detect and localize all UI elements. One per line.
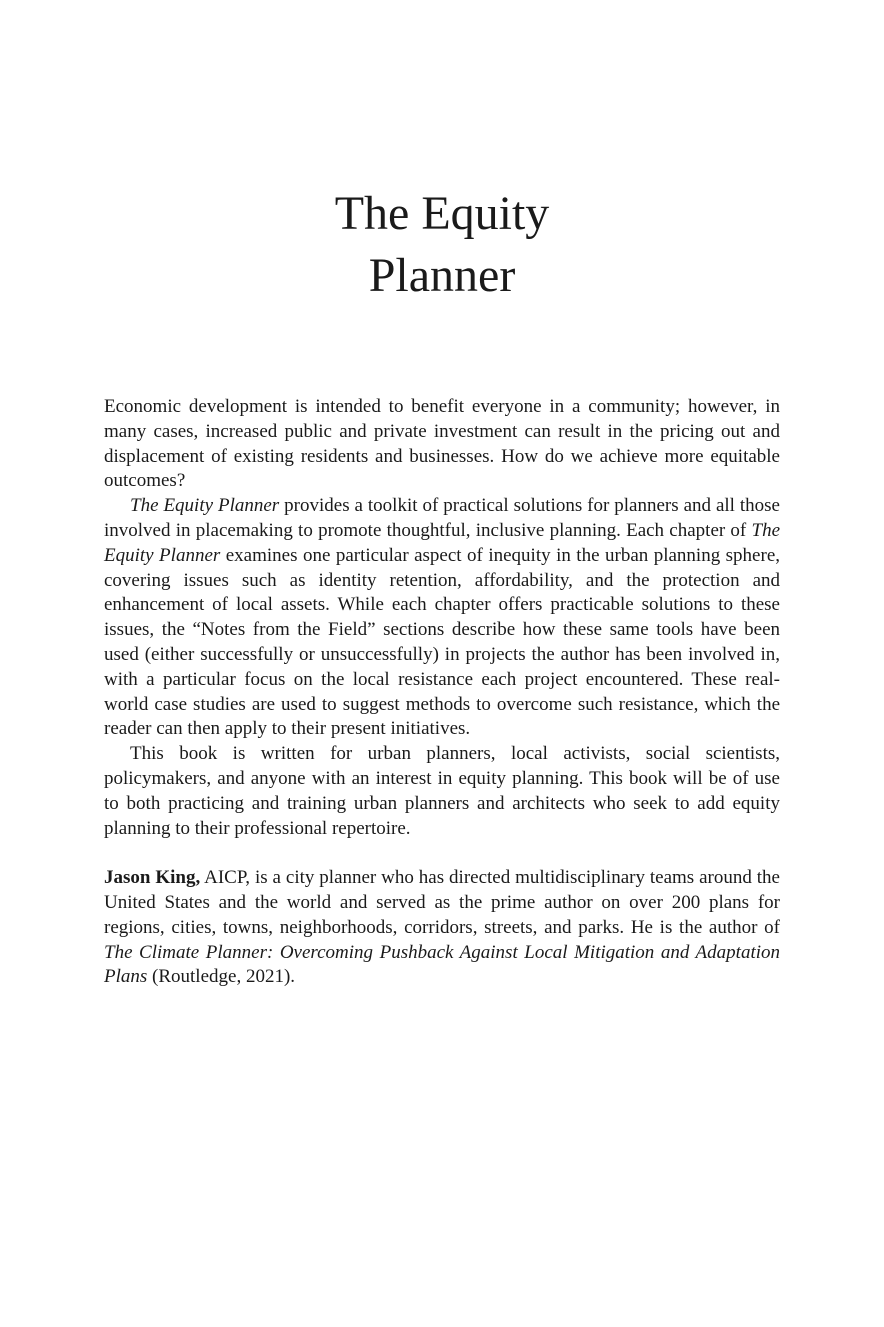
author-bio-text-b: (Routledge, 2021). [147, 966, 296, 988]
author-name: Jason King, [104, 867, 201, 889]
author-bio [104, 866, 780, 990]
blurb-paragraph-2 [104, 494, 780, 742]
book-title-reference-2: The Equity Planner [104, 519, 780, 566]
blurb-paragraph-2-text-a: provides a toolkit of practical solutions for planners and all those involved in placemaking to promote thoughtful, inclusive planning. Each chapter of [104, 495, 780, 541]
author-bio-text-a: AICP, is a city planner who has directed multidisciplinary teams around the United States and the world and served as the prime author on over 200 plans for regions, cities, towns, neighborhoods, corridors, streets, and parks. He is the author of [104, 867, 780, 938]
blurb-paragraph-3: This book is written for urban planners, local activists, social scientists, policymakers, and anyone with an interest in equity planning. This book will be of use to both practicing and training urban planners and architects who seek to add equity planning to their professional repertoire. [104, 743, 780, 839]
previous-book-title: The Climate Planner: Overcoming Pushback Against Local Mitigation and Adaptation Plans [104, 941, 780, 988]
blurb-paragraph-1: Economic development is intended to benefit everyone in a community; however, in many cases, increased public and private investment can result in the pricing out and displacement of existing residents and businesses. How do we achieve more equitable outcomes? [104, 396, 780, 492]
book-title-line-2: Planner [368, 249, 516, 302]
book-title-reference: The Equity Planner [130, 495, 280, 517]
back-cover-copy [104, 395, 780, 990]
blurb-paragraph-2-text-b: examines one particular aspect of inequity in the urban planning sphere, covering issues such as identity retention, affordability, and the protection and enhancement of local assets. While each chapter offers practicable solutions to these issues, the “Notes from the Field” sections describe how these same tools have been used (either successfully or unsuccessfully) in projects the author has been involved in, with a particular focus on the local resistance each project encountered. These real-world case studies are used to suggest methods to overcome such resistance, which the reader can then apply to their present initiatives. [104, 544, 781, 740]
book-title [0, 183, 884, 307]
book-title-line-1: The Equity [334, 187, 550, 240]
